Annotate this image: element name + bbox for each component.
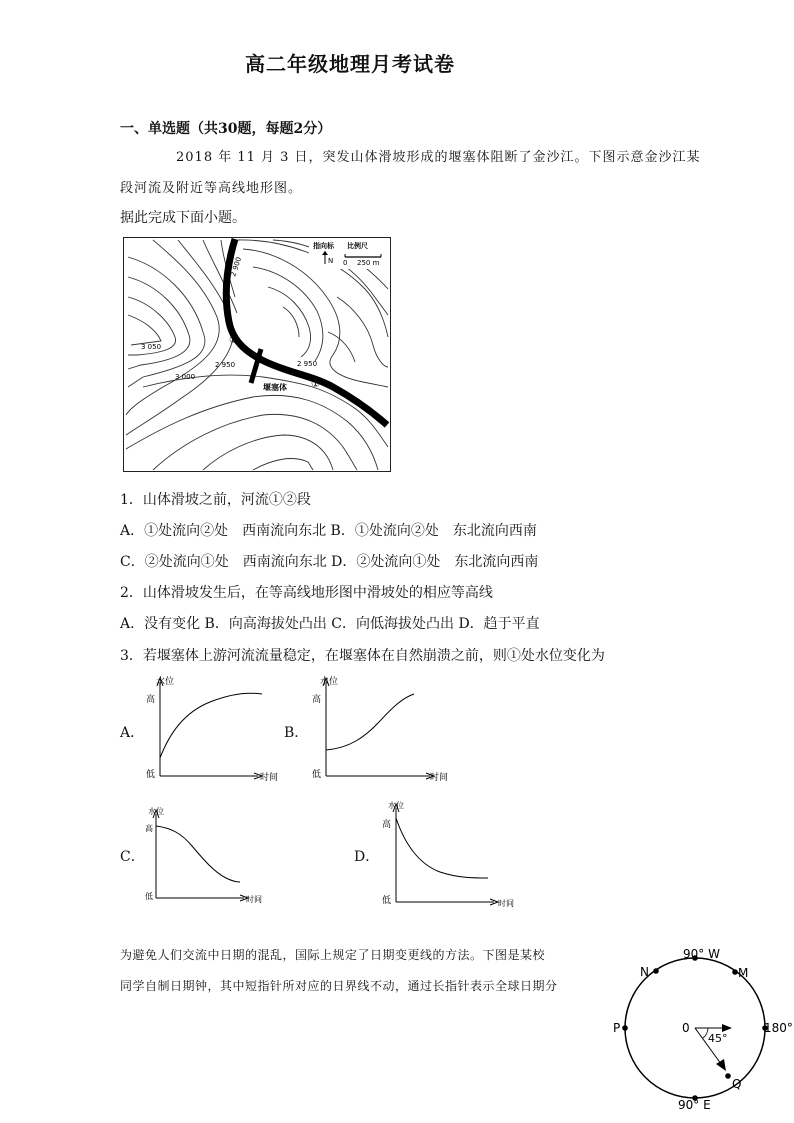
contour-label: 2 950 bbox=[297, 360, 318, 368]
y-low-label: 低 bbox=[145, 892, 153, 901]
y-low-label: 低 bbox=[312, 770, 322, 780]
x-axis-label: 时间 bbox=[246, 895, 262, 904]
contour-label: 2 900 bbox=[229, 256, 244, 278]
intro-line-2: 段河流及附近等高线地形图。 bbox=[120, 181, 303, 196]
option-c-label: C． bbox=[120, 849, 145, 865]
intro-line-3: 据此完成下面小题。 bbox=[120, 210, 246, 226]
y-high-label: 高 bbox=[312, 695, 322, 705]
paragraph-line-1: 为避免人们交流中日期的混乱，国际上规定了日期变更线的方法。下图是某校 bbox=[120, 948, 546, 962]
paragraph-line-2: 同学自制日期钟，其中短指针所对应的日界线不动，通过长指针表示全球日期分 bbox=[120, 979, 558, 993]
contour-map bbox=[123, 237, 391, 472]
map-legend bbox=[309, 239, 389, 269]
water-level-chart-a bbox=[140, 672, 290, 784]
clock-label-m: M bbox=[738, 966, 749, 980]
x-axis-label: 时间 bbox=[260, 773, 279, 783]
water-level-chart-c bbox=[142, 802, 272, 906]
dam-label: 堰塞体 bbox=[263, 383, 287, 392]
y-axis-label: 水位 bbox=[320, 677, 339, 687]
option-b-label: B． bbox=[284, 725, 309, 741]
clock-label-n: N bbox=[640, 965, 649, 979]
river-marker-1: ① bbox=[311, 379, 320, 390]
curve-b bbox=[326, 694, 414, 750]
x-axis-label: 时间 bbox=[430, 773, 449, 783]
page-title: 高二年级地理月考试卷 bbox=[245, 52, 455, 76]
question-1-options-ab: A．①处流向②处 西南流向东北 B．①处流向②处 东北流向西南 bbox=[120, 523, 537, 539]
curve-c bbox=[156, 826, 240, 882]
y-axis-label: 水位 bbox=[148, 807, 164, 816]
y-low-label: 低 bbox=[146, 770, 156, 780]
scale-value: 250 m bbox=[357, 259, 380, 267]
y-high-label: 高 bbox=[382, 820, 392, 830]
clock-angle-label: 45° bbox=[708, 1032, 728, 1045]
question-2-stem: 2．山体滑坡发生后，在等高线地形图中滑坡处的相应等高线 bbox=[120, 585, 493, 601]
clock-label-p: P bbox=[613, 1021, 621, 1035]
legend-scale-label: 比例尺 bbox=[347, 242, 368, 250]
option-a-label: A． bbox=[120, 725, 145, 741]
date-clock-diagram bbox=[612, 944, 794, 1116]
x-axis-label: 时间 bbox=[498, 899, 514, 908]
scale-zero: 0 bbox=[343, 259, 348, 267]
intro-line-1: 2018 年 11 月 3 日，突发山体滑坡形成的堰塞体阻断了金沙江。下图示意金沙江某 bbox=[176, 150, 701, 165]
clock-label-q: Q bbox=[732, 1077, 742, 1091]
y-low-label: 低 bbox=[382, 896, 392, 906]
option-d-label: D． bbox=[354, 849, 380, 865]
north-label: N bbox=[328, 257, 334, 265]
section-heading: 一、单选题（共30题，每题2分） bbox=[120, 121, 332, 137]
question-1-options-cd: C．②处流向①处 西南流向东北 D．②处流向①处 东北流向西南 bbox=[120, 554, 539, 570]
question-3-stem: 3．若堰塞体上游河流流量稳定，在堰塞体在自然崩溃之前，则①处水位变化为 bbox=[120, 648, 605, 664]
curve-d bbox=[396, 818, 488, 878]
water-level-chart-b bbox=[304, 672, 454, 784]
contour-label: 2 950 bbox=[215, 361, 236, 369]
clock-label-top: 90° W bbox=[683, 947, 720, 961]
contour-label: 3 000 bbox=[175, 373, 196, 381]
legend-compass-label: 指向标 bbox=[313, 242, 334, 250]
clock-label-180: 180° bbox=[764, 1021, 793, 1035]
contour-label: 3 050 bbox=[141, 343, 162, 351]
y-axis-label: 水位 bbox=[388, 801, 404, 810]
clock-label-bottom: 90° E bbox=[678, 1098, 711, 1112]
question-1-stem: 1．山体滑坡之前，河流①②段 bbox=[120, 492, 311, 508]
water-level-chart-d bbox=[378, 796, 523, 911]
curve-a bbox=[160, 693, 262, 758]
y-axis-label: 水位 bbox=[156, 677, 175, 687]
river-marker-2: ② bbox=[229, 335, 238, 346]
y-high-label: 高 bbox=[145, 824, 153, 833]
question-2-options: A．没有变化 B．向高海拔处凸出 C．向低海拔处凸出 D．趋于平直 bbox=[120, 616, 540, 632]
clock-center-label: 0 bbox=[682, 1021, 690, 1035]
y-high-label: 高 bbox=[146, 695, 156, 705]
